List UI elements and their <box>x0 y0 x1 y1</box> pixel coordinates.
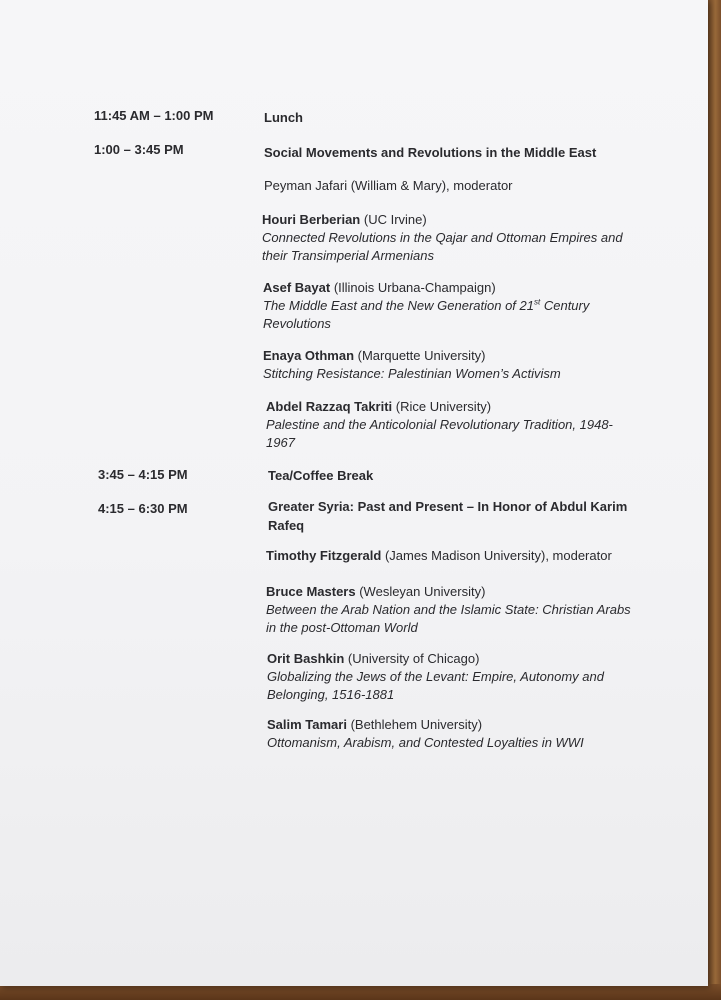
speaker-name: Asef Bayat <box>263 280 331 295</box>
speaker-name: Enaya Othman <box>263 348 355 363</box>
speaker-affiliation: (Bethlehem University) <box>346 717 483 732</box>
session2-time: 4:15 – 6:30 PM <box>98 501 188 516</box>
session1-title: Social Movements and Revolutions in the Middle East <box>264 145 597 160</box>
talk-title: Between the Arab Nation and the Islamic State: Christian Arabs in the post-Ottoman World <box>266 602 631 635</box>
talk-title: Palestine and the Anticolonial Revolutionary Tradition, 1948-1967 <box>266 417 613 450</box>
talk-title: The Middle East and the New Generation of 21st Century Revolutions <box>263 297 590 331</box>
speaker-name: Houri Berberian <box>262 212 361 227</box>
talk-title: Stitching Resistance: Palestinian Women’s Activism <box>263 366 561 381</box>
talk-title: Globalizing the Jews of the Levant: Empire, Autonomy and Belonging, 1516-1881 <box>267 669 604 702</box>
lunch-label: Lunch <box>264 110 303 125</box>
session1-speaker-4 <box>266 398 626 452</box>
speaker-affiliation: (Marquette University) <box>354 348 486 363</box>
moderator-name: Timothy Fitzgerald <box>266 548 382 563</box>
speaker-name: Salim Tamari <box>267 717 347 732</box>
speaker-affiliation: (Wesleyan University) <box>355 584 486 599</box>
session1-speaker-3 <box>263 347 663 383</box>
table-surface-bottom <box>0 984 721 1000</box>
talk-title: Connected Revolutions in the Qajar and Ottoman Empires and their Transimperial Armenians <box>262 230 623 263</box>
session2-speaker-1 <box>266 583 641 637</box>
speaker-affiliation: (University of Chicago) <box>344 651 480 666</box>
session2-speaker-3 <box>267 716 667 752</box>
ordinal-suffix: st <box>534 297 541 307</box>
session2-title: Greater Syria: Past and Present – In Honor of Abdul Karim Rafeq <box>268 499 628 533</box>
session2-speaker-2 <box>267 650 612 704</box>
talk-title: Ottomanism, Arabism, and Contested Loyalties in WWI <box>267 735 584 750</box>
session1-moderator: Peyman Jafari (William & Mary), moderator <box>264 178 513 193</box>
moderator-affiliation: (James Madison University), moderator <box>381 548 612 563</box>
speaker-affiliation: (Illinois Urbana-Champaign) <box>330 280 496 295</box>
break-label: Tea/Coffee Break <box>268 468 374 483</box>
session1-speaker-1 <box>262 211 642 265</box>
lunch-time: 11:45 AM – 1:00 PM <box>94 108 214 123</box>
speaker-name: Bruce Masters <box>266 584 356 599</box>
speaker-name: Orit Bashkin <box>267 651 345 666</box>
break-time: 3:45 – 4:15 PM <box>98 467 188 482</box>
speaker-affiliation: (UC Irvine) <box>360 212 427 227</box>
speaker-name: Abdel Razzaq Takriti <box>266 399 393 414</box>
session2-moderator <box>266 547 666 565</box>
session1-time: 1:00 – 3:45 PM <box>94 142 184 157</box>
speaker-affiliation: (Rice University) <box>392 399 492 414</box>
table-surface-right <box>707 0 721 1000</box>
session1-speaker-2 <box>263 279 603 333</box>
